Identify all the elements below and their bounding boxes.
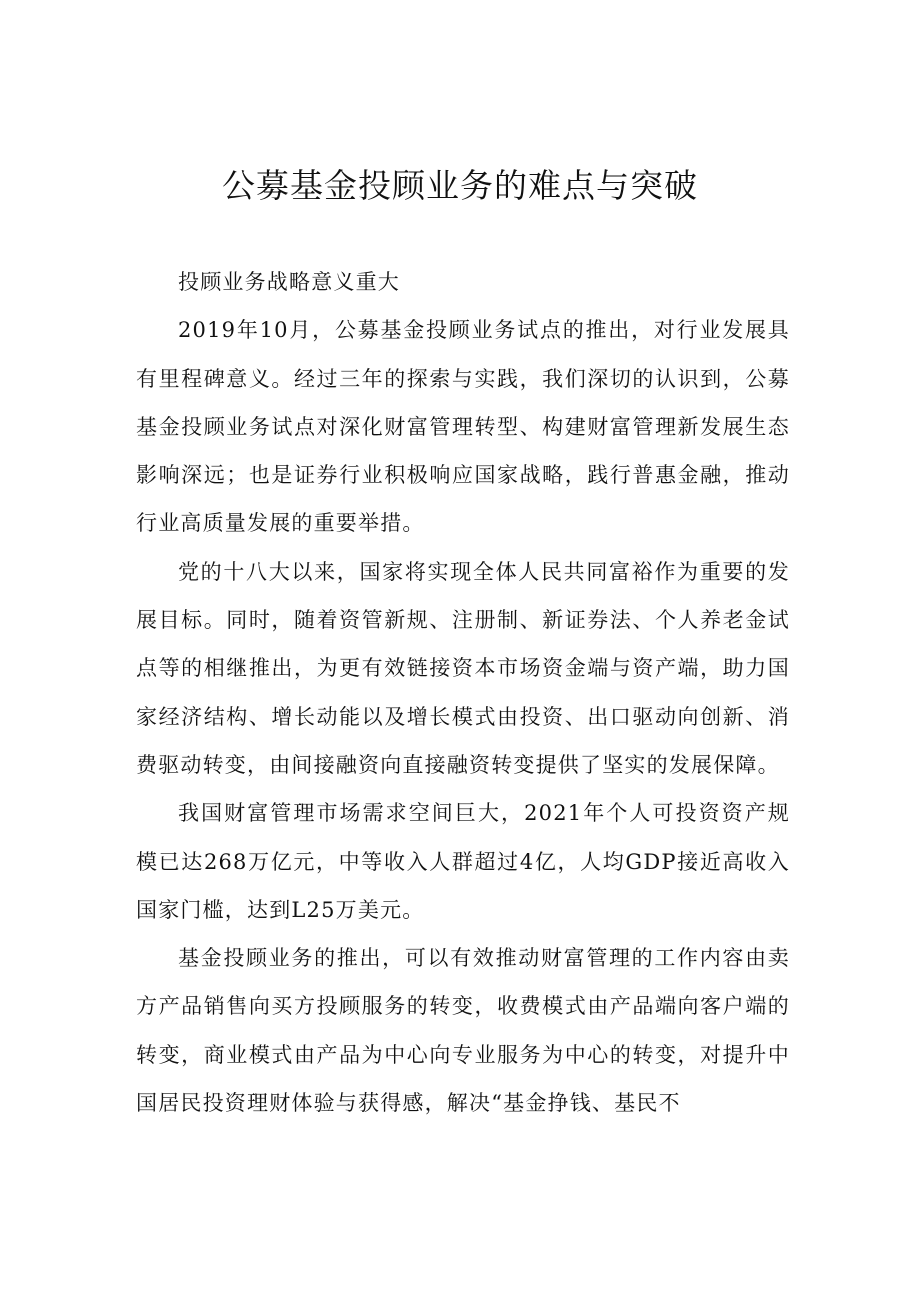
paragraph: 我国财富管理市场需求空间巨大，2021年个人可投资资产规模已达268万亿元，中等收入人群超过4亿，人均GDP接近高收入国家门槛，达到L25万美元。 [136,801,790,922]
paragraph: 基金投顾业务的推出，可以有效推动财富管理的工作内容由卖方产品销售向买方投顾服务的转变，收费模式由产品端向客户端的转变，商业模式由产品为中心向专业服务为中心的转变，对提升中国居民投资理财体验与获得感，解决“基金挣钱、基民不 [136,946,790,1116]
paragraph: 2019年10月，公募基金投顾业务试点的推出，对行业发展具有里程碑意义。经过三年的探索与实践，我们深切的认识到，公募基金投顾业务试点对深化财富管理转型、构建财富管理新发展生态影响深远；也是证券行业积极响应国家战略，践行普惠金融，推动行业高质量发展的重要举措。 [136,318,790,536]
document-body [136,258,790,1127]
paragraph: 党的十八大以来，国家将实现全体人民共同富裕作为重要的发展目标。同时，随着资管新规、注册制、新证券法、个人养老金试点等的相继推出，为更有效链接资本市场资金端与资产端，助力国家经济结构、增长动能以及增长模式由投资、出口驱动向创新、消费驱动转变，由间接融资向直接融资转变提供了坚实的发展保障。 [136,559,790,777]
section-heading: 投顾业务战略意义重大 [178,270,400,294]
document-title: 公募基金投顾业务的难点与突破 [222,166,698,205]
